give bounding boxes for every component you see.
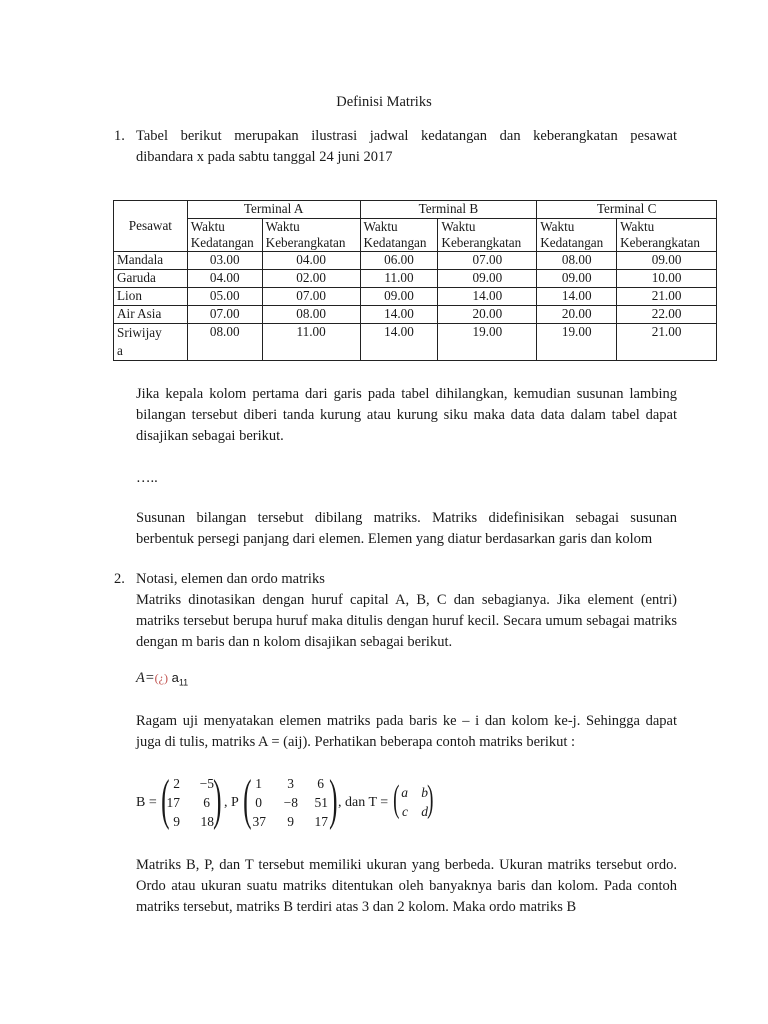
matrix-p-label: , P — [224, 795, 239, 810]
matrix-b-cell: 17 — [166, 795, 180, 810]
subheader-departure-b: Waktu Keberangkatan — [438, 219, 537, 252]
matrix-t-cell: c — [402, 804, 408, 819]
header-terminal-a: Terminal A — [187, 201, 360, 219]
table-cell: 11.00 — [262, 324, 360, 361]
left-paren-icon: ( — [243, 769, 252, 831]
matrix-b-cell: 18 — [200, 814, 214, 829]
table-cell: 09.00 — [537, 270, 617, 288]
ellipsis: ….. — [136, 470, 158, 486]
table-row — [114, 306, 717, 324]
section-2-paragraph-2: Ragam uji menyatakan elemen matriks pada baris ke – i dan kolom ke-j. Sehingga dapat juga di tulis, matriks A = (aij). Perhatikan beberapa contoh matriks berikut : — [136, 713, 677, 750]
table-cell: 14.00 — [438, 288, 537, 306]
matrix-p-cell: 37 — [252, 814, 266, 829]
section-2-heading: Notasi, elemen dan ordo matriks — [136, 571, 325, 587]
matrix-p-cell: 1 — [255, 776, 262, 791]
table-cell: 04.00 — [262, 252, 360, 270]
matrix-b-cell: 2 — [173, 776, 180, 791]
matrix-p-cell: 9 — [287, 814, 294, 829]
table-row — [114, 252, 717, 270]
matrix-b-cell: 6 — [203, 795, 210, 810]
table-cell: 21.00 — [617, 288, 717, 306]
matrix-p-cell: 17 — [314, 814, 328, 829]
right-paren-icon: ) — [427, 778, 434, 820]
table-cell: 14.00 — [360, 324, 438, 361]
subheader-departure-a: Waktu Keberangkatan — [262, 219, 360, 252]
matrix-b-cell: −5 — [199, 776, 214, 791]
table-cell: 09.00 — [617, 252, 717, 270]
section-1-paragraph-2-line-1: Susunan bilangan tersebut dibilang matriks. Matriks didefinisikan sebagai susunan — [136, 510, 677, 526]
section-2-paragraph-1: Matriks dinotasikan dengan huruf capital A, B, C dan sebagianya. Jika element (entri) matriks tersebut berupa huruf maka ditulis dengan huruf kecil. Secara umum sebagai matriks dengan m baris dan n kolom disajikan sebagai berikut. — [136, 592, 677, 650]
table-cell: 07.00 — [262, 288, 360, 306]
matrix-t-cell: a — [401, 785, 408, 800]
table-cell: 21.00 — [617, 324, 717, 361]
row-name: Garuda — [114, 270, 188, 288]
subheader-arrival-a: Waktu Kedatangan — [187, 219, 262, 252]
matrix-p-cell: 6 — [317, 776, 324, 791]
row-name: Mandala — [114, 252, 188, 270]
matrix-p-cell: 0 — [255, 795, 262, 810]
table-cell: 03.00 — [187, 252, 262, 270]
table-cell: 22.00 — [617, 306, 717, 324]
right-paren-icon: ) — [213, 769, 222, 831]
table-cell: 08.00 — [262, 306, 360, 324]
subheader-arrival-b: Waktu Kedatangan — [360, 219, 438, 252]
right-paren-icon: ) — [329, 769, 338, 831]
section-1-intro-line-2: dibandara x pada sabtu tanggal 24 juni 2017 — [136, 149, 393, 165]
left-paren-icon: ( — [393, 778, 400, 820]
table-cell: 09.00 — [438, 270, 537, 288]
table-cell: 20.00 — [537, 306, 617, 324]
matrix-examples — [0, 768, 768, 840]
table-cell: 04.00 — [187, 270, 262, 288]
flight-schedule-table — [113, 200, 717, 361]
table-cell: 08.00 — [537, 252, 617, 270]
table-cell: 19.00 — [438, 324, 537, 361]
table-cell: 08.00 — [187, 324, 262, 361]
matrix-notation-formula: A=(¿) $a_{11}$ — [136, 670, 189, 688]
table-cell: 20.00 — [438, 306, 537, 324]
matrix-b-cell: 9 — [173, 814, 180, 829]
left-paren-icon: ( — [161, 769, 170, 831]
matrix-p-cell: 3 — [287, 776, 294, 791]
matrix-t-cell: b — [421, 785, 428, 800]
subheader-arrival-c: Waktu Kedatangan — [537, 219, 617, 252]
table-row — [114, 270, 717, 288]
matrix-p-cell: 51 — [314, 795, 328, 810]
table-cell: 06.00 — [360, 252, 438, 270]
section-1-paragraph-2-line-2: berbentuk persegi panjang dari elemen. Elemen yang diatur berdasarkan garis dan kolom — [136, 531, 653, 547]
table-cell: 07.00 — [438, 252, 537, 270]
matrix-p-cell: −8 — [283, 795, 298, 810]
section-2-paragraph-3: Matriks B, P, dan T tersebut memiliki ukuran yang berbeda. Ukuran matriks tersebut ordo. Ordo atau ukuran suatu matriks ditentukan oleh banyaknya baris dan kolom. Pada contoh matriks tersebut, matriks B terdiri atas 3 dan 2 kolom. Maka ordo matriks B — [136, 857, 677, 915]
table-cell: 02.00 — [262, 270, 360, 288]
table-cell: 10.00 — [617, 270, 717, 288]
table-cell: 11.00 — [360, 270, 438, 288]
subheader-departure-c: Waktu Keberangkatan — [617, 219, 717, 252]
section-2-number: 2. — [114, 571, 125, 587]
header-terminal-c: Terminal C — [537, 201, 717, 219]
table-row — [114, 288, 717, 306]
table-cell: 07.00 — [187, 306, 262, 324]
matrix-b-label: B = — [136, 795, 157, 810]
section-1-number: 1. — [114, 128, 125, 144]
section-1-paragraph-1: Jika kepala kolom pertama dari garis pada tabel dihilangkan, kemudian susunan lambing bilangan tersebut diberi tanda kurung atau kurung siku maka data data dalam tabel dapat disajikan sebagai berikut. — [136, 386, 677, 444]
row-name: Lion — [114, 288, 188, 306]
header-pesawat: Pesawat — [114, 201, 188, 252]
header-terminal-b: Terminal B — [360, 201, 537, 219]
table-cell: 09.00 — [360, 288, 438, 306]
row-name: Sriwijay a — [114, 324, 188, 361]
matrix-t-cell: d — [421, 804, 428, 819]
table-cell: 14.00 — [537, 288, 617, 306]
section-1-intro-line-1: Tabel berikut merupakan ilustrasi jadwal kedatangan dan keberangkatan pesawat — [136, 128, 677, 144]
table-cell: 05.00 — [187, 288, 262, 306]
matrix-t-label: , dan T = — [338, 795, 389, 810]
row-name: Air Asia — [114, 306, 188, 324]
table-cell: 19.00 — [537, 324, 617, 361]
table-cell: 14.00 — [360, 306, 438, 324]
table-row — [114, 324, 717, 361]
page-title: Definisi Matriks — [336, 94, 432, 110]
